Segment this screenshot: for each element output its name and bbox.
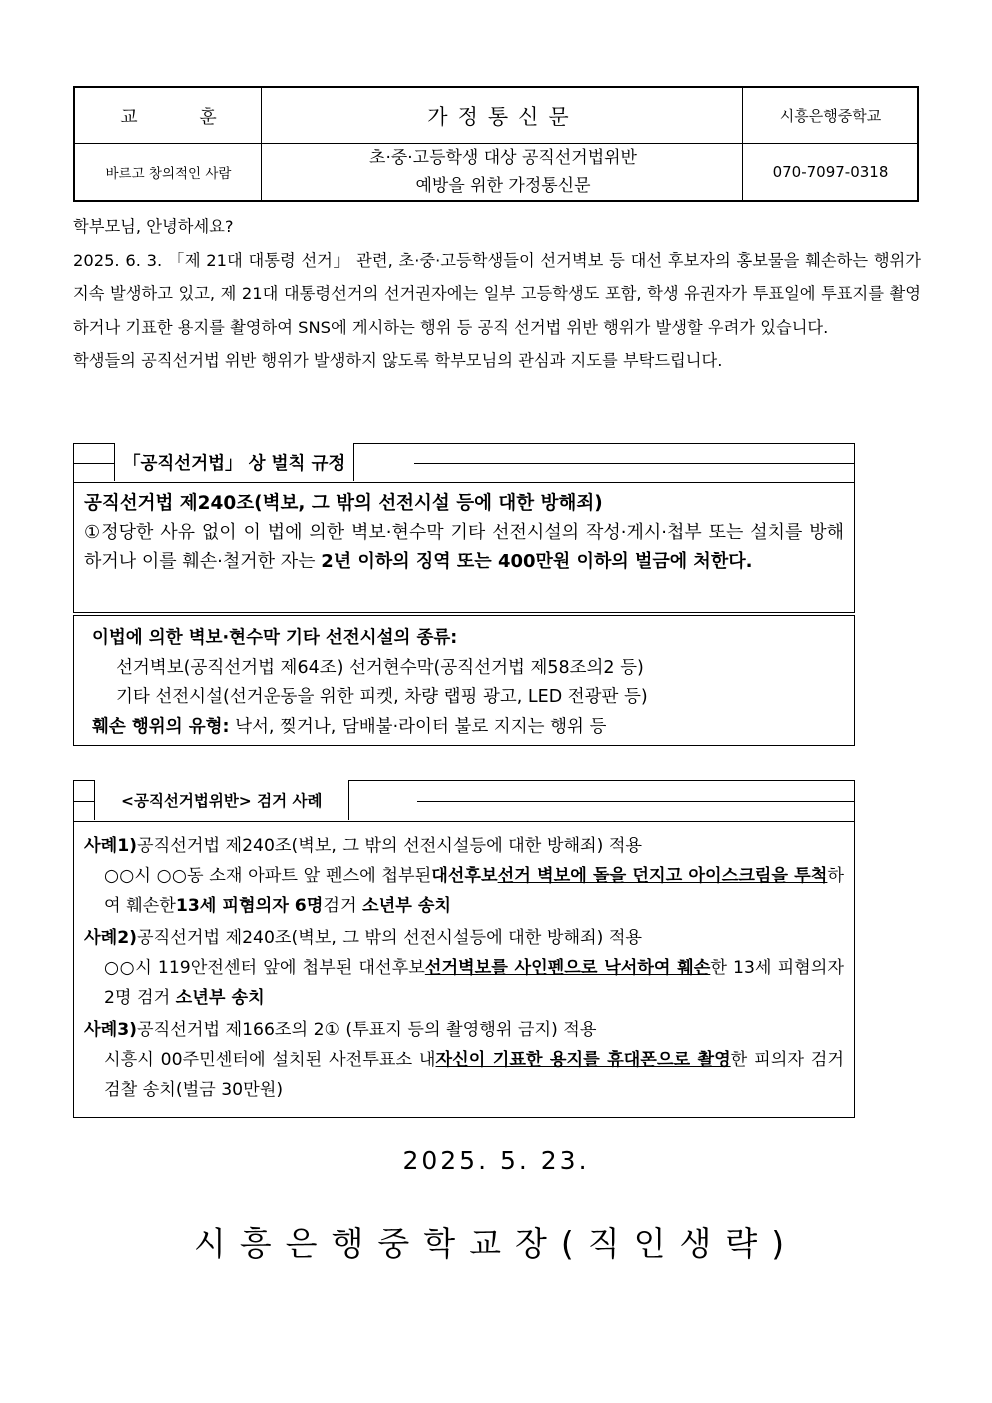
damage-types — [92, 713, 844, 743]
subtitle-line-1: 초·중·고등학생 대상 공직선거법위반 — [369, 148, 637, 168]
document-title: 가정통신문 — [427, 104, 579, 129]
greeting: 학부모님, 안녕하세요? — [73, 217, 234, 236]
penalty-rules-box — [73, 443, 855, 613]
case-1-text — [84, 861, 844, 921]
intro-request: 학생들의 공직선거법 위반 행위가 발생하지 않도록 학부모님의 관심과 지도를 부탁드립니다. — [73, 351, 723, 370]
case-2-text-b: 선거벽보를 사인펜으로 낙서하여 훼손 — [424, 958, 711, 978]
arrest-cases-box — [73, 780, 855, 1118]
case-2-heading — [84, 923, 844, 953]
article-penalty: 2년 이하의 징역 또는 400만원 이하의 벌금에 처한다. — [321, 551, 753, 572]
case-1-label: 사례1) — [84, 836, 138, 856]
arrest-cases-body — [84, 831, 844, 1107]
facility-types-line-1: 선거벽보(공직선거법 제64조) 선거현수막(공직선거법 제58조의2 등) — [116, 657, 644, 678]
facility-types-heading: 이법에 의한 벽보·현수막 기타 선전시설의 종류: — [92, 628, 458, 648]
damage-types-label: 훼손 행위의 유형: — [92, 716, 230, 737]
case-1-text-d: 하여 훼손한 — [104, 866, 845, 916]
case-1-text-a: ○○시 ○○동 소재 아파트 앞 펜스에 첩부된 — [104, 866, 432, 886]
case-1-text-e: 13세 피혐의자 6명 — [175, 896, 324, 916]
article-content — [84, 518, 844, 576]
case-2-text-a: ○○시 119안전센터 앞에 첩부된 대선후보 — [104, 958, 425, 978]
case-3-text-c: 한 피의자 검거 검찰 송치(벌금 30만원) — [104, 1050, 844, 1100]
subtitle-line-2: 예방을 위한 가정통신문 — [415, 176, 591, 196]
case-1-law: 공직선거법 제240조(벽보, 그 밖의 선전시설등에 대한 방해죄) 적용 — [137, 836, 643, 856]
case-3-text-a: 시흥시 00주민센터에 설치된 사전투표소 내 — [104, 1050, 436, 1070]
document-subtitle — [263, 144, 743, 200]
issue-date: 2025. 5. 23. — [402, 1146, 590, 1175]
case-3-text-b: 자신이 기표한 용지를 휴대폰으로 촬영 — [435, 1050, 731, 1070]
intro-section — [73, 210, 921, 378]
case-2-law: 공직선거법 제240조(벽보, 그 밖의 선전시설등에 대한 방해죄) 적용 — [137, 928, 643, 948]
penalty-rules-body — [84, 489, 844, 576]
case-1-text-b: 대선후보 — [431, 866, 498, 886]
case-1-text-g: 소년부 송치 — [362, 896, 452, 916]
damage-types-text: 낙서, 찢거나, 담배불·라이터 불로 지지는 행위 등 — [229, 716, 607, 737]
penalty-rules-title: 「공직선거법」 상 벌칙 규정 — [114, 443, 354, 481]
case-1-text-c: 선거 벽보에 돌을 던지고 아이스크림을 투척 — [497, 866, 828, 886]
school-motto: 바르고 창의적인 사람 — [105, 166, 232, 182]
motto-label: 교 훈 — [120, 106, 245, 128]
school-name: 시흥은행중학교 — [779, 107, 882, 125]
case-2-label: 사례2) — [84, 928, 138, 948]
case-2-text — [84, 953, 844, 1013]
case-3-text — [84, 1045, 844, 1105]
article-title: 공직선거법 제240조(벽보, 그 밖의 선전시설 등에 대한 방해죄) — [84, 493, 603, 514]
facility-types-box — [73, 615, 855, 746]
article-text: ①정당한 사유 없이 이 법에 의한 벽보·현수막 기타 선전시설의 작성·게시·첩부 또는 설치를 방해하거나 이를 훼손·철거한 자는 — [84, 522, 844, 572]
intro-body: 2025. 6. 3. 「제 21대 대통령 선거」 관련, 초·중·고등학생들이 선거벽보 등 대선 후보자의 홍보물을 훼손하는 행위가 지속 발생하고 있고, 제 21대 대통령선거의 선거권자에는 일부 고등학생도 포함, 학생 유권자가 투표일에 투표지를 촬영하거나 기표한 용지를 촬영하여 SNS에 게시하는 행위 등 공직 선거법 위반 행위가 발생할 우려가 있습니다. — [73, 250, 921, 337]
principal-signature: 시흥은행중학교장(직인생략) — [193, 1224, 799, 1263]
case-3-law: 공직선거법 제166조의 2① (투표지 등의 촬영행위 금지) 적용 — [137, 1020, 597, 1040]
facility-types-line-2: 기타 선전시설(선거운동을 위한 피켓, 차량 랩핑 광고, LED 전광판 등) — [116, 687, 648, 707]
case-1-heading — [84, 831, 844, 861]
penalty-rules-header — [74, 444, 854, 483]
arrest-cases-title: <공직선거법위반> 검거 사례 — [94, 780, 349, 820]
case-2-text-c: 한 13세 피혐의자 2명 검거 — [104, 958, 844, 1008]
case-1-text-f: 검거 — [323, 896, 363, 916]
case-3-label: 사례3) — [84, 1020, 138, 1040]
arrest-cases-header — [74, 781, 854, 822]
case-2-text-d: 소년부 송치 — [175, 988, 265, 1008]
case-3-heading — [84, 1015, 844, 1045]
school-phone: 070-7097-0318 — [772, 163, 889, 181]
header-table — [73, 86, 919, 202]
facility-types-body — [92, 624, 844, 742]
